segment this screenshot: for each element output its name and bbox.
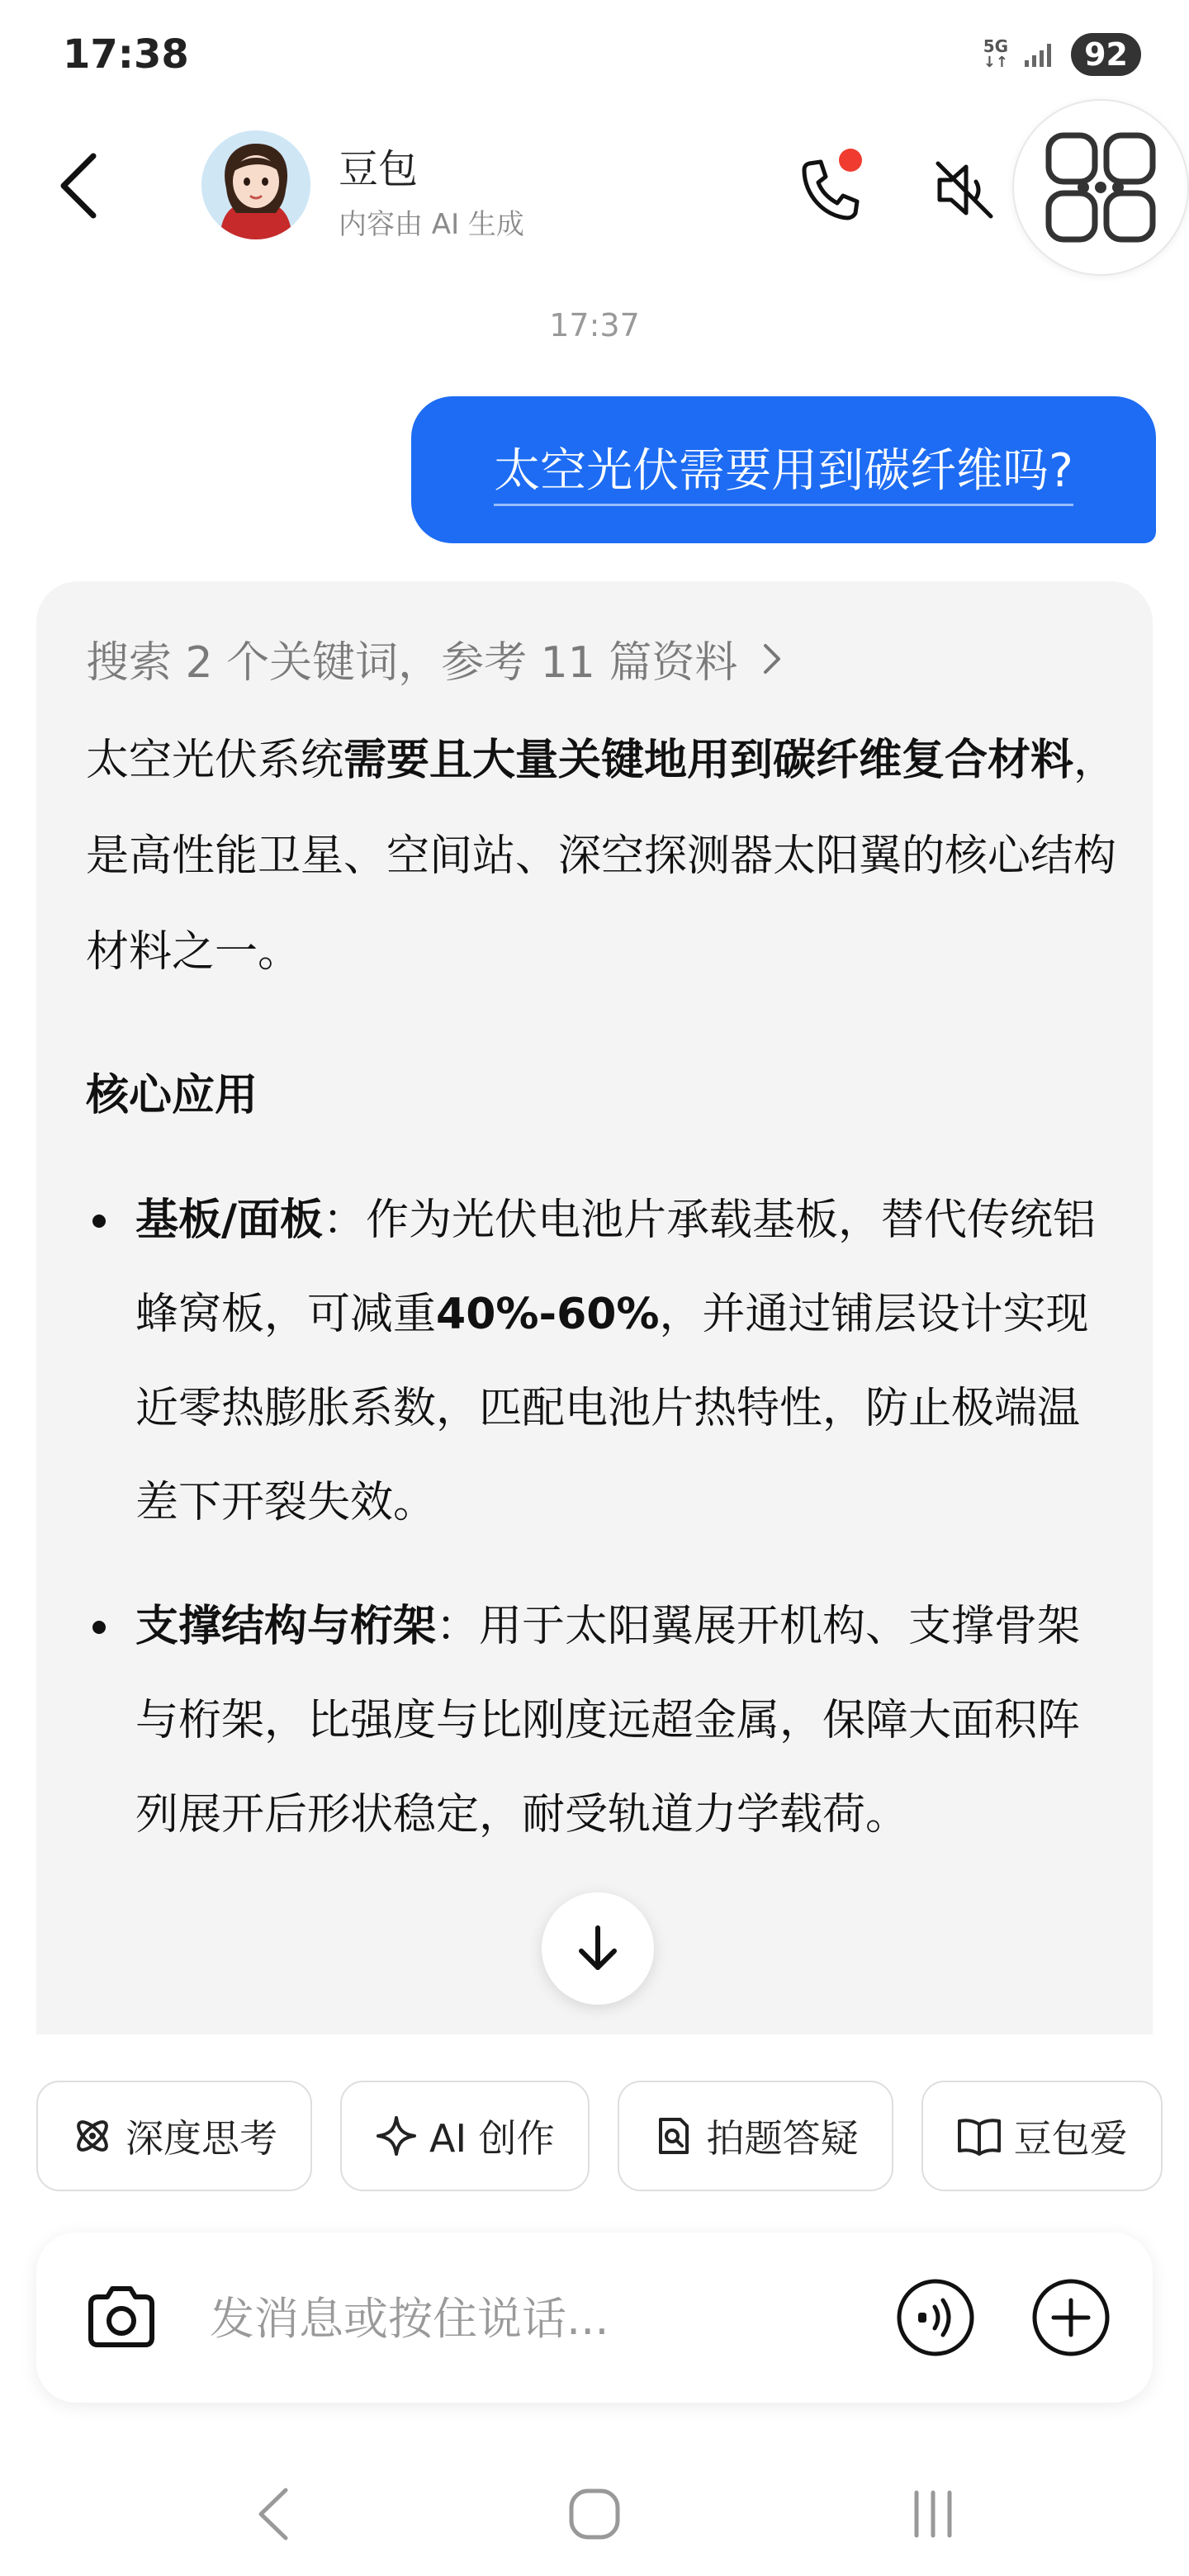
nav-recents-button[interactable]: [900, 2469, 966, 2559]
nav-home-icon: [566, 2486, 623, 2542]
avatar-illustration: [201, 130, 310, 239]
call-button[interactable]: [796, 149, 862, 223]
battery-badge: 92: [1071, 33, 1141, 76]
mute-button[interactable]: [928, 154, 1001, 226]
back-button[interactable]: [50, 149, 107, 223]
signal-icon: [1023, 40, 1056, 69]
chip-doubao-love[interactable]: [921, 2081, 1163, 2191]
book-icon: [956, 2114, 1002, 2157]
arrow-down-icon: [575, 1923, 621, 1974]
chat-subtitle: 内容由 AI 生成: [339, 208, 524, 241]
network-label: 5G: [983, 36, 1009, 56]
chip-deep-think[interactable]: [36, 2081, 312, 2191]
intro-suffix: ，是高性能卫星、空间站、深空探测器太阳翼的核心结构材料之一。: [86, 736, 1117, 977]
bullet-item: [86, 1579, 1118, 1862]
atom-icon: [71, 2114, 114, 2157]
chevron-right-icon: [760, 641, 784, 677]
bullet-text-end: ，并通过铺层设计实现近零热膨胀系数，匹配电池片热特性，防止极端温差下开裂失效。: [135, 1290, 1089, 1527]
network-indicator: 5G ↓↑: [983, 36, 1009, 71]
notification-dot: [839, 149, 862, 172]
nav-back-icon: [254, 2485, 291, 2543]
avatar[interactable]: [201, 130, 310, 239]
nav-back-button[interactable]: [239, 2469, 306, 2559]
ai-response-card: [36, 581, 1153, 2034]
back-arrow-icon: [59, 151, 98, 220]
bullet-title: 基板/面板: [135, 1196, 323, 1245]
voice-button[interactable]: [895, 2277, 976, 2358]
search-summary-link[interactable]: [86, 627, 1118, 689]
message-input[interactable]: [208, 2274, 888, 2363]
sparkle-icon: [375, 2114, 418, 2157]
chat-title: 豆包: [339, 146, 419, 192]
message-input-bar: [36, 2233, 1153, 2403]
grid-menu-icon: [1014, 101, 1187, 274]
bullet-title: 支撑结构与桁架: [135, 1602, 437, 1651]
add-button[interactable]: [1030, 2277, 1111, 2358]
chip-photo-question[interactable]: [618, 2081, 893, 2191]
ai-intro-paragraph: [86, 713, 1118, 1000]
chip-label: 豆包爱: [1013, 2116, 1128, 2161]
mini-app-capsule[interactable]: [1012, 99, 1189, 276]
user-message-text: 太空光伏需要用到碳纤维吗?: [494, 434, 1073, 506]
quick-actions: [36, 2081, 1163, 2195]
camera-button[interactable]: [83, 2279, 160, 2356]
chip-label: 拍题答疑: [706, 2116, 859, 2161]
status-time: 17:38: [63, 31, 189, 78]
bullet-text: ：作为光伏电池片承载基板，替代传统铝蜂窝板，可减重: [135, 1196, 1097, 1339]
section-heading: 核心应用: [86, 1071, 258, 1120]
message-timestamp: 17:37: [549, 307, 640, 343]
intro-bold: 需要且大量关键地用到碳纤维复合材料: [343, 736, 1074, 785]
bullet-text: ：用于太阳翼展开机构、支撑骨架与桁架，比强度与比刚度远超金属，保障大面积阵列展开后形状稳定，耐受轨道力学载荷。: [135, 1602, 1081, 1840]
nav-recents-icon: [908, 2488, 958, 2540]
chip-label: AI 创作: [429, 2116, 555, 2161]
status-icons: [983, 33, 1141, 76]
speaker-muted-icon: [928, 154, 1001, 226]
doc-search-icon: [652, 2114, 695, 2157]
nav-home-button[interactable]: [561, 2469, 628, 2559]
bullet-item: [86, 1173, 1118, 1550]
search-summary-text: 搜索 2 个关键词，参考 11 篇资料: [86, 638, 738, 688]
bullet-highlight: 40%-60%: [436, 1290, 660, 1339]
scroll-to-bottom-button[interactable]: [542, 1892, 654, 2005]
user-message-bubble[interactable]: [411, 396, 1156, 543]
chip-label: 深度思考: [126, 2116, 277, 2161]
chip-ai-create[interactable]: [340, 2081, 590, 2191]
voice-wave-icon: [895, 2277, 976, 2358]
camera-icon: [83, 2279, 160, 2356]
plus-circle-icon: [1030, 2277, 1111, 2358]
intro-prefix: 太空光伏系统: [86, 736, 344, 785]
